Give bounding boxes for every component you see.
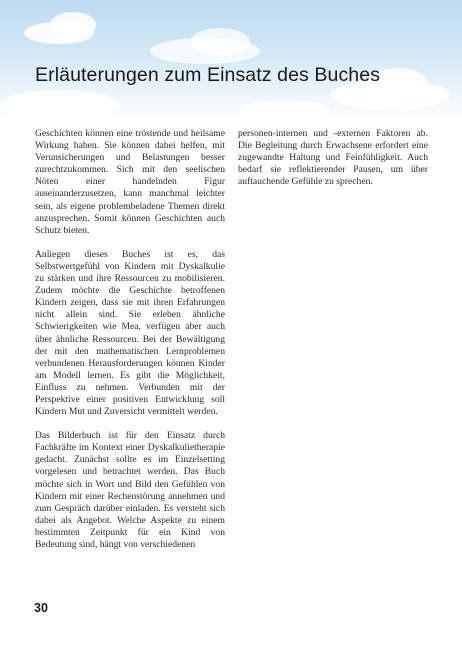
paragraph: personen-internen und -externen Faktoren ab. Die Begleitung durch Erwachsene erfordert eine zugewandte Haltung und Feinfühligkeit. Auch bedarf sie reflektierender Pausen, um über auftauchende Gefühle zu sprechen. bbox=[238, 128, 428, 188]
page-number: 30 bbox=[34, 601, 48, 615]
page-heading: Erläuterungen zum Einsatz des Buches bbox=[35, 64, 381, 86]
paragraph: Das Bilderbuch ist für den Einsatz durch Fachkräfte im Kontext einer Dyskalkulietherapie gedacht. Zunächst sollte es im Einzelsetting vorgelesen und betrachtet werden. Das Buch möchte sich in Wort und Bild den Gefühlen von Kindern mit einer Rechenstörung annehmen und zum Gespräch darüber einladen. Es versteht sich dabei als Angebot. Welche Aspekte zu einem bestimmten Zeitpunkt für ein Kind von Bedeutung sind, hängt von verschiedenen bbox=[35, 430, 225, 550]
cloud-icon bbox=[0, 90, 120, 120]
cloud-icon bbox=[50, 12, 96, 38]
cloud-icon bbox=[240, 100, 330, 120]
paragraph: Anliegen dieses Buches ist es, das Selbstwertgefühl von Kindern mit Dyskalkulie zu stärken und ihre Ressourcen zu mobilisieren. Zudem möchte die Geschichte betroffenen Kindern zeigen, dass sie mit ihren Erfahrungen nicht allein sind. Sie erleben ähnliche Schwierigkeiten wie Mea, verfügen aber auch über ähnliche Ressourcen. Bei der Bewältigung der mit den mathematischen Lernproblemen verbundenen Herausforderungen können Kinder am Modell lernen. Es gibt die Möglichkeit, Einfluss zu nehmen. Verbunden mit der Perspektive einer positiven Entwicklung soll Kindern Mut und Zuversicht vermittelt werden. bbox=[35, 248, 225, 418]
cloud-icon bbox=[190, 28, 250, 56]
sky-background bbox=[0, 0, 462, 120]
paragraph: Geschichten können eine tröstende und heilsame Wirkung haben. Sie können dabei helfen, mit Verunsicherungen und Belastungen besser zurechtzukommen. Sich mit den seelischen Nöten einer handelnden Figur auseinanderzusetzen, kann manchmal leichter sein, als eigene problembeladene Themen direkt anzusprechen. Somit können Geschichten auch Schutz bieten. bbox=[35, 128, 225, 236]
left-column bbox=[35, 128, 225, 563]
right-column bbox=[238, 128, 428, 200]
